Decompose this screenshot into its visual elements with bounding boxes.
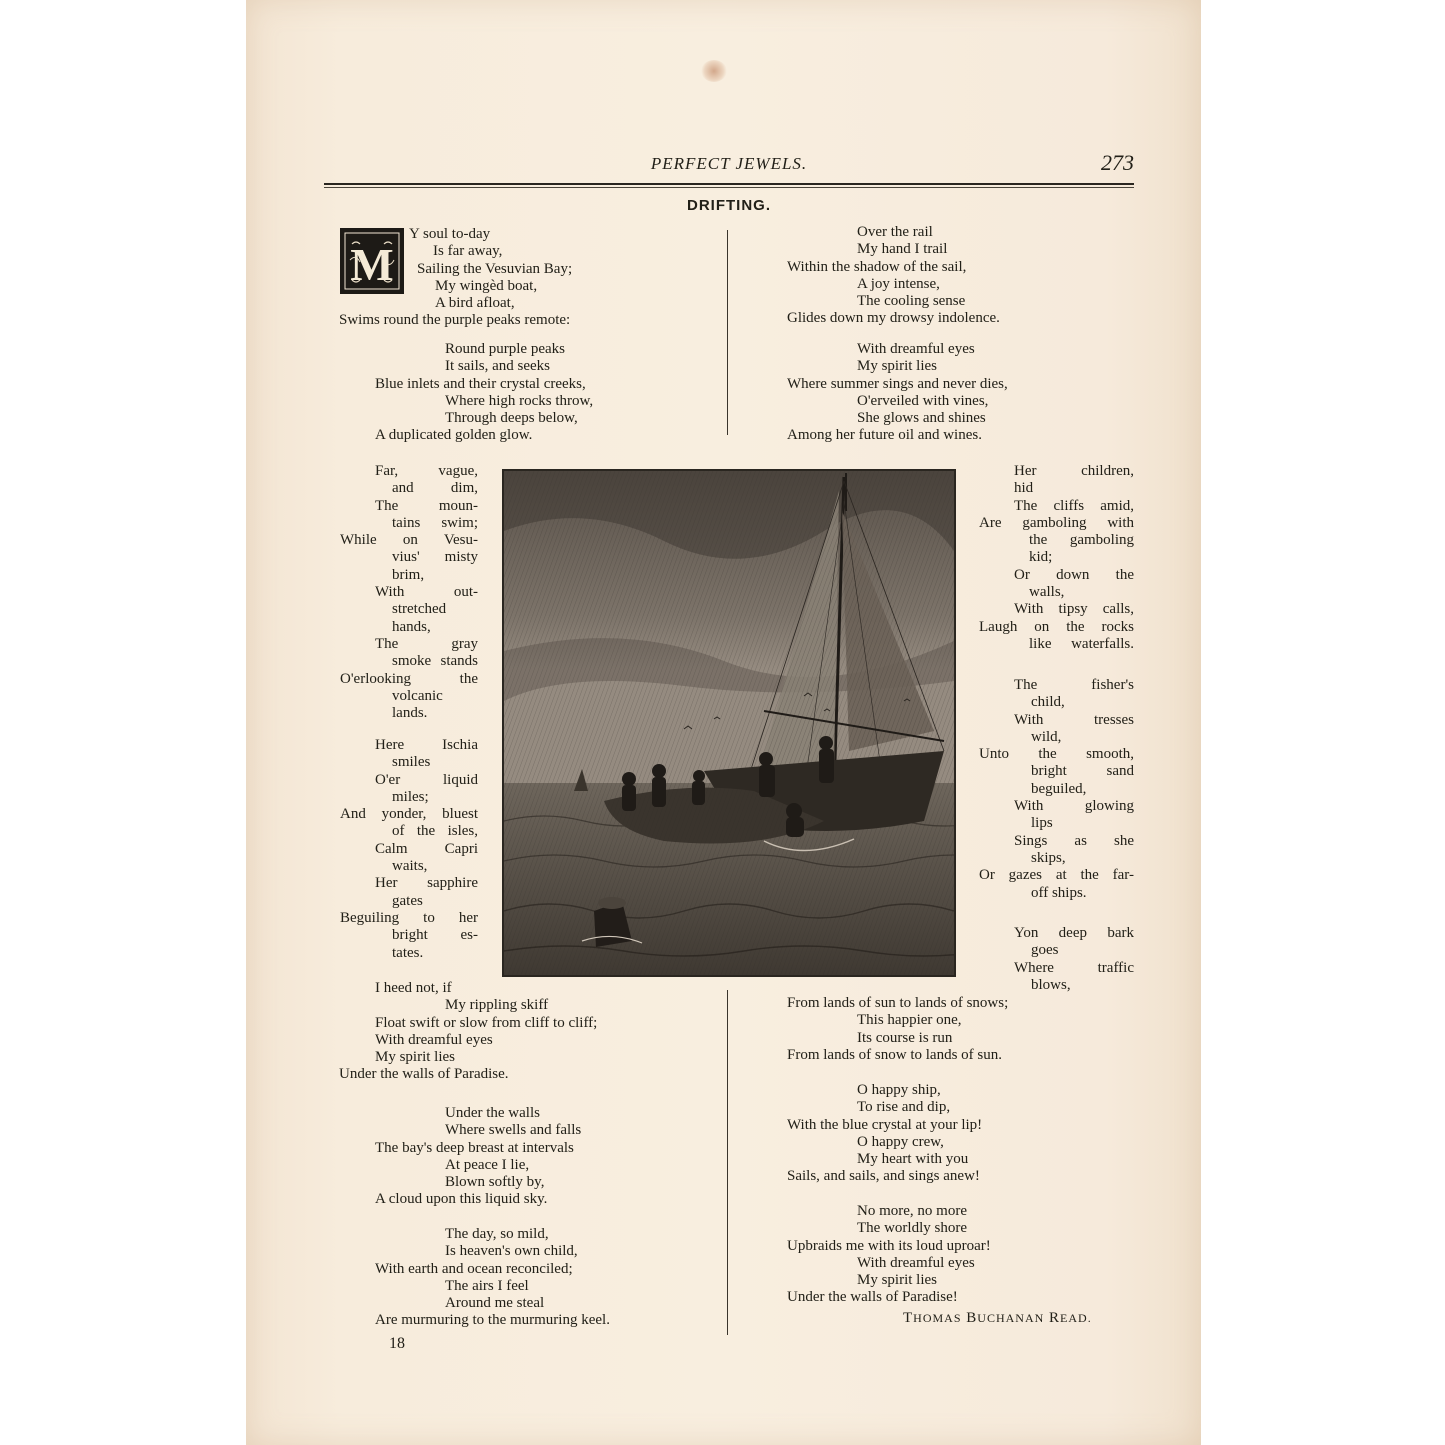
left-stanza-6	[339, 1105, 581, 1209]
poem-line: Blown softly by,	[445, 1174, 545, 1191]
poem-line: From lands of sun to lands of snows;	[787, 995, 1009, 1011]
poem-line: lips	[1031, 815, 1053, 832]
poem-line: While on Vesu-	[340, 532, 478, 549]
poem-line: Sings as she	[1014, 832, 1134, 849]
poem-line: With dreamful eyes	[857, 341, 975, 357]
poem-line: O'erlooking the	[340, 670, 478, 687]
poem-line: I heed not, if	[375, 980, 452, 996]
poem-line: Sailing the Vesuvian Bay;	[417, 260, 573, 277]
poem-line: The moun-	[375, 497, 478, 514]
poem-line: My rippling skiff	[445, 997, 549, 1014]
poem-line: The bay's deep breast at intervals	[375, 1139, 574, 1156]
poem-line: O'erveiled with vines,	[857, 392, 989, 409]
right-stanza-5b	[787, 995, 1008, 1064]
poem-line: My hand I trail	[857, 241, 948, 258]
poem-line: With the blue crystal at your lip!	[787, 1116, 983, 1133]
poem-line: child,	[1031, 694, 1065, 711]
author-initial: T	[903, 1310, 914, 1326]
right-stanza-4	[979, 677, 1134, 902]
poem-line: Swims round the purple peaks remote:	[339, 312, 571, 329]
header-rule-thin	[324, 187, 1134, 188]
poem-line: Within the shadow of the sail,	[787, 258, 967, 275]
poem-line: like waterfalls.	[1029, 635, 1134, 652]
poem-line: O'er liquid	[375, 771, 478, 788]
poem-line: of the isles,	[392, 823, 478, 840]
drop-cap-ornament	[340, 228, 404, 294]
poem-line: With out-	[375, 584, 478, 601]
poem-line: Y soul to-day	[409, 226, 491, 242]
poem-line: tains swim;	[392, 514, 478, 531]
poem-line: Laugh on the rocks	[979, 618, 1134, 635]
poem-line: A cloud upon this liquid sky.	[375, 1191, 548, 1208]
poem-line: bright sand	[1031, 763, 1134, 780]
poem-line: Here Ischia	[375, 737, 478, 753]
poem-line: Her sapphire	[375, 875, 478, 892]
foxing-stain	[701, 60, 727, 82]
poem-line: Yon deep bark	[1014, 925, 1134, 941]
drop-cap-letter: M	[350, 239, 394, 290]
poem-line: hid	[1014, 480, 1034, 497]
left-stanza-7	[339, 1226, 610, 1330]
poem-line: The cooling sense	[857, 293, 966, 310]
poem-line: Sails, and sails, and sings anew!	[787, 1168, 980, 1185]
poem-line: Around me steal	[445, 1295, 545, 1312]
poem-line: beguiled,	[1031, 780, 1087, 797]
poem-line: Among her future oil and wines.	[787, 427, 982, 444]
poem-line: And yonder, bluest	[340, 806, 478, 823]
right-stanza-7	[787, 1203, 991, 1307]
poem-line: The gray	[375, 635, 478, 652]
sailboat-engraving	[504, 471, 954, 975]
poem-line: hands,	[392, 618, 431, 635]
poem-line: With dreamful eyes	[375, 1031, 493, 1048]
poem-line: and dim,	[392, 480, 478, 497]
poem-line: From lands of snow to lands of sun.	[787, 1046, 1002, 1063]
poem-line: Where summer sings and never dies,	[787, 375, 1008, 392]
poem-line: My spirit lies	[857, 358, 938, 375]
poem-line: Are gamboling with	[979, 514, 1134, 531]
left-stanza-4	[340, 737, 478, 962]
left-stanza-1	[339, 226, 573, 330]
poem-line: The worldly shore	[857, 1220, 967, 1237]
poem-line: My spirit lies	[857, 1272, 938, 1289]
poem-line: The fisher's	[1014, 677, 1134, 693]
poem-line: Round purple peaks	[445, 341, 565, 357]
poem-line: My heart with you	[857, 1151, 969, 1168]
author-smallcaps: EAD.	[1060, 1311, 1092, 1325]
column-divider-bottom	[727, 990, 728, 1335]
poem-line: To rise and dip,	[857, 1099, 951, 1116]
poem-line: Under the walls of Paradise.	[339, 1066, 509, 1083]
poem-line: the gamboling	[1029, 532, 1134, 549]
poem-line: The day, so mild,	[445, 1226, 549, 1242]
poem-line: vius' misty	[392, 549, 478, 566]
signature-mark: 18	[389, 1335, 405, 1352]
poem-line: At peace I lie,	[445, 1156, 530, 1173]
poem-line: O happy crew,	[857, 1133, 944, 1150]
poem-line: kid;	[1029, 549, 1053, 566]
poem-line: brim,	[392, 566, 425, 583]
poem-line: Is far away,	[433, 243, 503, 260]
poem-line: The airs I feel	[445, 1277, 529, 1294]
poem-line: wild,	[1031, 728, 1062, 745]
right-stanza-5a	[979, 925, 1134, 994]
author-signature	[903, 1310, 1092, 1327]
poem-line: Where traffic	[1014, 959, 1134, 976]
poem-line: tates.	[392, 944, 424, 961]
left-stanza-3	[340, 463, 478, 722]
poem-line: blows,	[1031, 976, 1071, 993]
poem-line: goes	[1031, 942, 1059, 959]
poem-line: Float swift or slow from cliff to cliff;	[375, 1014, 598, 1031]
left-stanza-5	[339, 980, 597, 1084]
poem-line: My wingèd boat,	[435, 277, 538, 294]
header-rule	[324, 183, 1134, 185]
poem-title: DRIFTING.	[687, 197, 771, 214]
author-initial: R	[1049, 1310, 1061, 1326]
poem-line: No more, no more	[857, 1203, 967, 1219]
page-number: 273	[1101, 150, 1134, 175]
poem-line: Are murmuring to the murmuring keel.	[375, 1312, 610, 1329]
poem-line: Where swells and falls	[445, 1122, 582, 1139]
poem-line: Where high rocks throw,	[445, 392, 594, 409]
poem-line: Far, vague,	[375, 463, 478, 479]
poem-line: With dreamful eyes	[857, 1254, 975, 1271]
poem-line: off ships.	[1031, 884, 1087, 901]
poem-line: Upbraids me with its loud uproar!	[787, 1237, 991, 1254]
poem-line: With earth and ocean reconciled;	[375, 1260, 573, 1277]
poem-line: A joy intense,	[857, 275, 940, 292]
poem-line: Blue inlets and their crystal creeks,	[375, 375, 586, 392]
poem-line: It sails, and seeks	[445, 358, 550, 375]
poem-line: My spirit lies	[375, 1049, 456, 1066]
poem-line: gates	[392, 892, 423, 909]
poem-line: She glows and shines	[857, 410, 986, 427]
poem-line: Under the walls	[445, 1105, 540, 1121]
poem-line: Under the walls of Paradise!	[787, 1289, 958, 1306]
poem-line: Or gazes at the far-	[979, 867, 1134, 884]
poem-line: Glides down my drowsy indolence.	[787, 310, 1000, 327]
column-divider-top	[727, 230, 728, 435]
poem-line: skips,	[1031, 849, 1066, 866]
poem-line: Is heaven's own child,	[445, 1243, 578, 1260]
poem-line: Beguiling to her	[340, 909, 478, 926]
poem-line: Through deeps below,	[445, 410, 578, 427]
running-head	[324, 150, 1134, 182]
poem-line: The cliffs amid,	[1014, 497, 1134, 514]
author-smallcaps: HOMAS	[913, 1311, 962, 1325]
poem-line: Her children,	[1014, 463, 1134, 479]
poem-line: bright es-	[392, 927, 478, 944]
author-initial: B	[966, 1310, 978, 1326]
right-stanza-3	[979, 463, 1134, 653]
poem-line: walls,	[1029, 584, 1065, 601]
poem-line: This happier one,	[857, 1012, 962, 1029]
poem-line: smiles	[392, 754, 431, 771]
poem-line: O happy ship,	[857, 1082, 941, 1098]
poem-line: stretched	[392, 601, 447, 618]
poem-line: waits,	[392, 858, 428, 875]
poem-line: A bird afloat,	[435, 295, 515, 312]
author-smallcaps: UCHANAN	[977, 1311, 1045, 1325]
poem-line: With tresses	[1014, 711, 1134, 728]
left-stanza-2	[339, 341, 593, 445]
poem-line: Its course is run	[857, 1029, 953, 1046]
right-stanza-6	[787, 1082, 982, 1186]
poem-line: With glowing	[1014, 798, 1134, 815]
poem-line: A duplicated golden glow.	[375, 427, 533, 444]
poem-line: lands.	[392, 705, 428, 722]
poem-line: miles;	[392, 788, 429, 805]
poem-line: Or down the	[1014, 566, 1134, 583]
poem-line: smoke stands	[392, 653, 478, 670]
poem-line: Unto the smooth,	[979, 746, 1134, 763]
engraving-illustration	[502, 469, 956, 977]
poem-line: With tipsy calls,	[1014, 601, 1134, 618]
poem-line: volcanic	[392, 687, 443, 704]
right-stanza-1	[787, 224, 1000, 328]
right-stanza-2	[787, 341, 1008, 445]
poem-line: Over the rail	[857, 224, 933, 240]
poem-line: Calm Capri	[375, 840, 478, 857]
running-title: PERFECT JEWELS.	[650, 154, 808, 173]
